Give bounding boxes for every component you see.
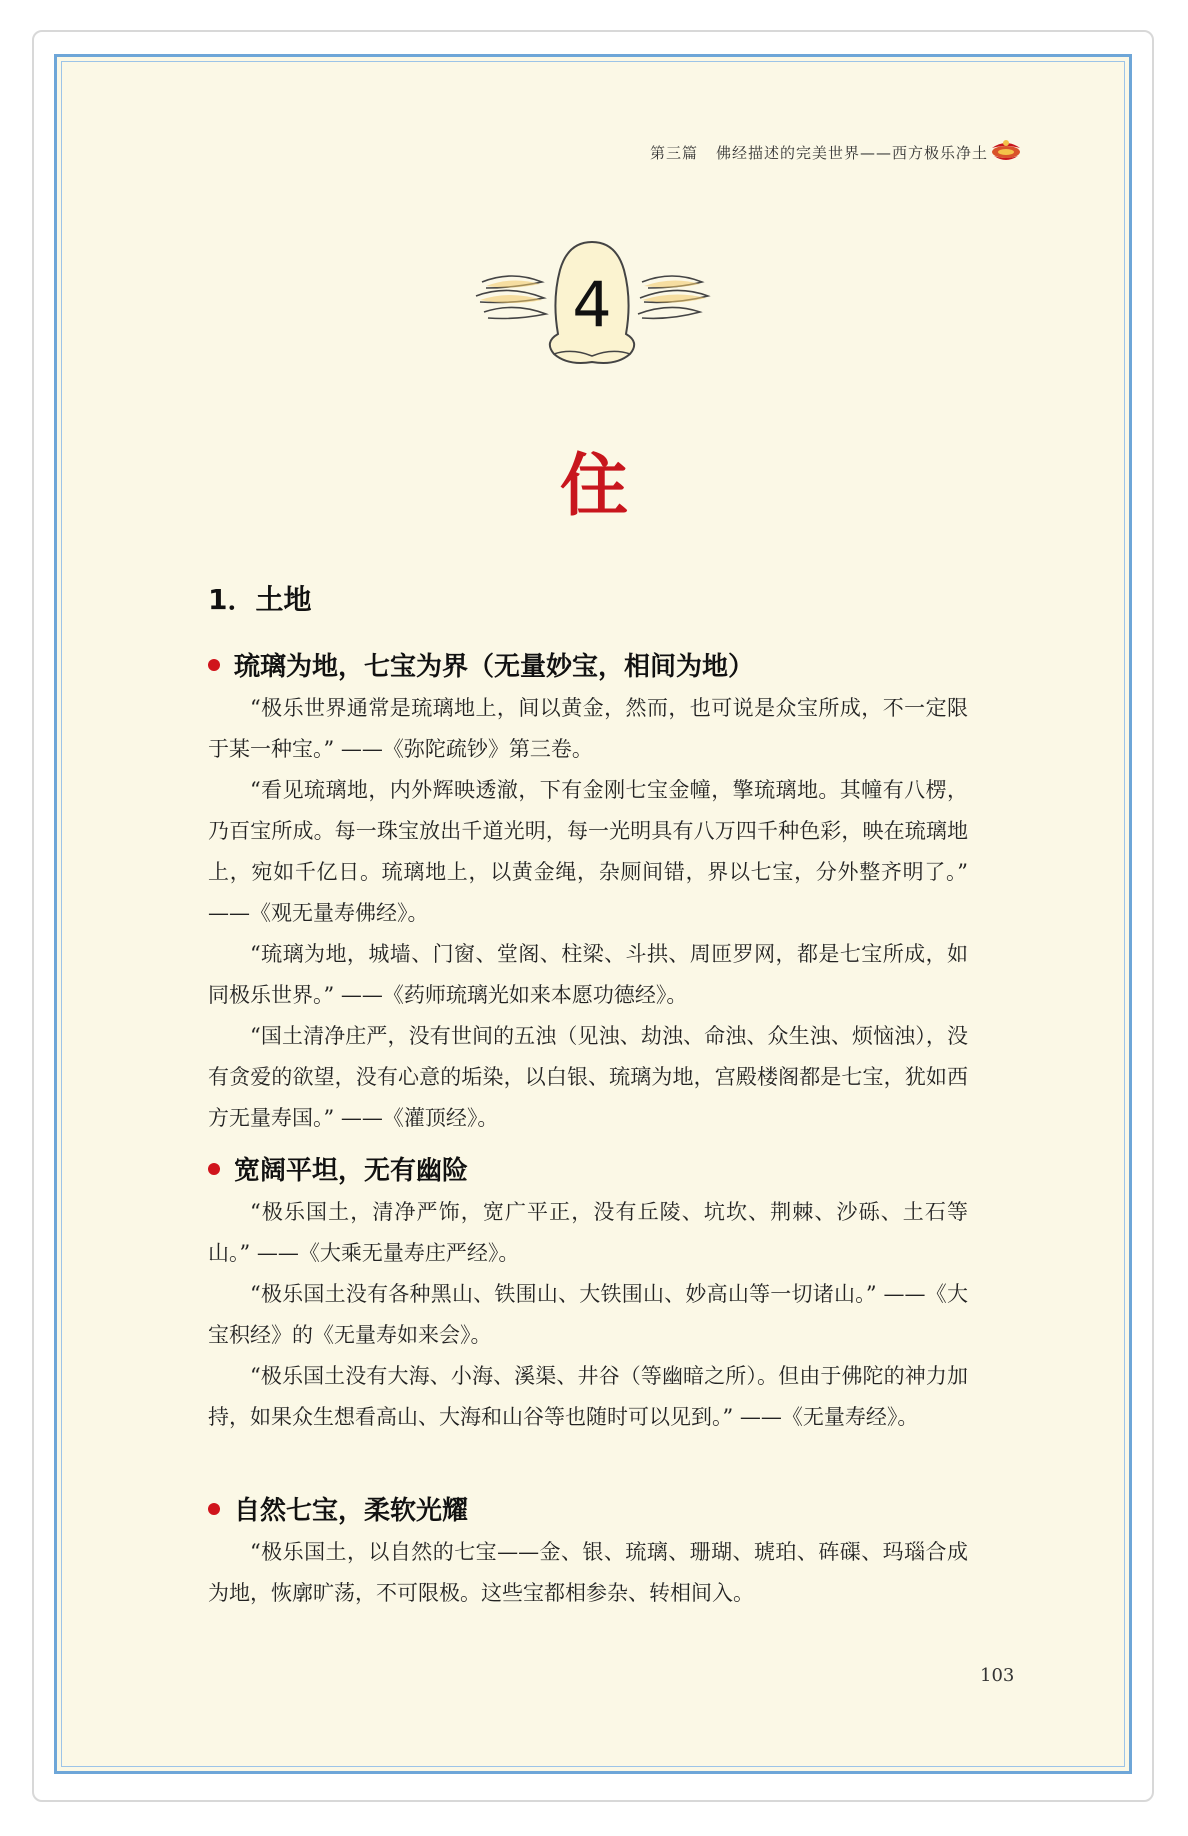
paragraph: “极乐国土，以自然的七宝——金、银、琉璃、珊瑚、琥珀、砗磲、玛瑙合成为地，恢廓旷荡，不可限极。这些宝都相参杂、转相间入。 bbox=[208, 1540, 968, 1605]
red-bullet-icon bbox=[208, 1163, 220, 1175]
red-bullet-icon bbox=[208, 659, 220, 671]
bullet-heading: 琉璃为地，七宝为界（无量妙宝，相间为地） bbox=[208, 646, 754, 683]
paragraph: “极乐世界通常是琉璃地上，间以黄金，然而，也可说是众宝所成，不一定限于某一种宝。” ——《弥陀疏钞》第三卷。 bbox=[208, 696, 968, 761]
header-section: 第三篇 bbox=[649, 144, 698, 162]
section-title: 1．土地 bbox=[208, 583, 312, 616]
paragraph: “极乐国土没有大海、小海、溪渠、井谷（等幽暗之所）。但由于佛陀的神力加持，如果众生想看高山、大海和山谷等也随时可以见到。” ——《无量寿经》。 bbox=[208, 1364, 968, 1429]
running-header bbox=[650, 142, 988, 163]
paragraph: “极乐国土没有各种黑山、铁围山、大铁围山、妙高山等一切诸山。” ——《大宝积经》的《无量寿如来会》。 bbox=[208, 1282, 968, 1347]
paragraph: “看见琉璃地，内外辉映透澈，下有金刚七宝金幢，擎琉璃地。其幢有八楞，乃百宝所成。每一珠宝放出千道光明，每一光明具有八万四千种色彩，映在琉璃地上，宛如千亿日。琉璃地上，以黄金绳，杂厕间错，界以七宝，分外整齐明了。” ——《观无量寿佛经》。 bbox=[208, 778, 968, 925]
header-title: 佛经描述的完美世界——西方极乐净土 bbox=[715, 144, 988, 162]
lotus-ornament-icon bbox=[988, 134, 1024, 164]
paragraph: “极乐国土，清净严饰，宽广平正，没有丘陵、坑坎、荆棘、沙砾、土石等山。” ——《大乘无量寿庄严经》。 bbox=[208, 1200, 968, 1265]
chapter-title: 住 bbox=[559, 446, 628, 526]
paragraph: “琉璃为地，城墙、门窗、堂阁、柱梁、斗拱、周匝罗网，都是七宝所成，如同极乐世界。” ——《药师琉璃光如来本愿功德经》。 bbox=[208, 942, 968, 1007]
page-number: 103 bbox=[980, 1665, 1015, 1686]
bullet-heading: 宽阔平坦，无有幽险 bbox=[208, 1150, 468, 1187]
red-bullet-icon bbox=[208, 1503, 220, 1515]
paragraph: “国土清净庄严，没有世间的五浊（见浊、劫浊、命浊、众生浊、烦恼浊），没有贪爱的欲望，没有心意的垢染，以白银、琉璃为地，宫殿楼阁都是七宝，犹如西方无量寿国。” ——《灌顶经》。 bbox=[208, 1024, 968, 1130]
chapter-number: 4 bbox=[572, 268, 612, 341]
bullet-heading: 自然七宝，柔软光耀 bbox=[208, 1490, 468, 1527]
